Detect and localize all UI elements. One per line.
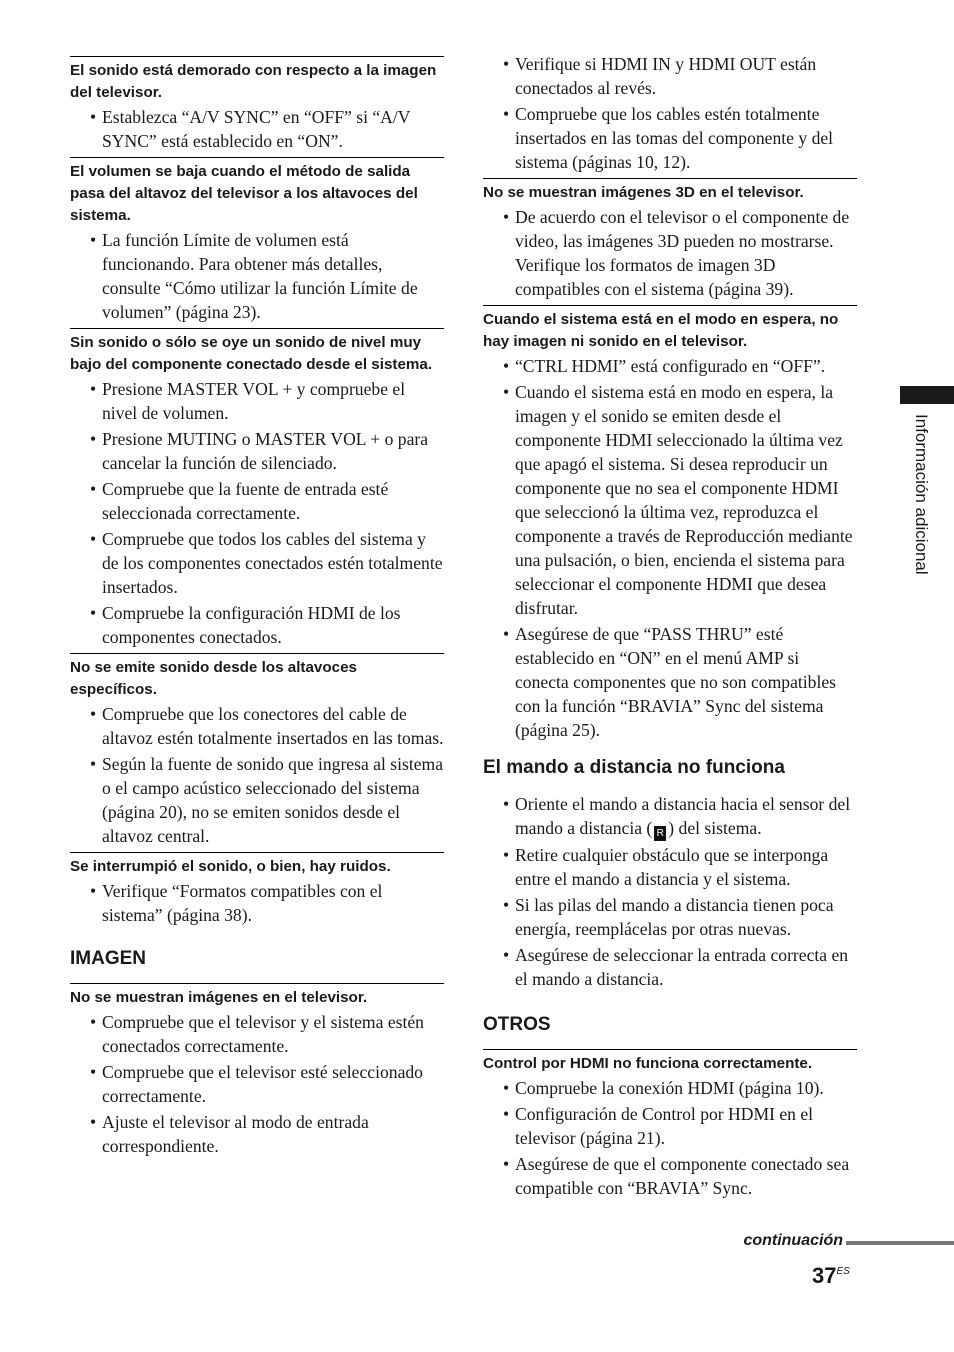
bullet-list <box>483 354 857 742</box>
bullet-list <box>70 377 444 649</box>
list-item: • Retire cualquier obstáculo que se interponga entre el mando a distancia y el sistema. <box>503 845 829 889</box>
page-language-suffix: ES <box>836 1266 850 1277</box>
bullet-list <box>70 228 444 324</box>
list-item: • De acuerdo con el televisor o el componente de video, las imágenes 3D pueden no mostrarse. Verifique los formatos de imagen 3D compatibles con el sistema (página 39). <box>503 207 850 299</box>
continuation-label: continuación <box>743 1232 843 1249</box>
list-item: • Asegúrese de que el componente conectado sea compatible con “BRAVIA” Sync. <box>503 1154 850 1198</box>
bullet-list <box>483 205 857 301</box>
list-item: • Configuración de Control por HDMI en el televisor (página 21). <box>503 1104 814 1148</box>
left-column <box>70 56 444 1162</box>
right-column <box>483 52 857 1204</box>
list-item: • Presione MUTING o MASTER VOL + o para cancelar la función de silenciado. <box>90 429 429 473</box>
list-item: • Compruebe que los cables estén totalmente insertados en las tomas del componente y del sistema (páginas 10, 12). <box>503 104 834 172</box>
bullet-list <box>70 879 444 927</box>
bullet-list <box>483 1076 857 1200</box>
list-item: • Asegúrese de seleccionar la entrada correcta en el mando a distancia. <box>503 945 849 989</box>
troubleshoot-entry <box>70 653 444 848</box>
troubleshoot-entry <box>70 328 444 649</box>
troubleshoot-entry <box>483 305 857 742</box>
section-title-imagen: IMAGEN <box>70 948 146 969</box>
bullet-list <box>70 702 444 848</box>
bullet-list <box>70 105 444 153</box>
list-item: • Verifique si HDMI IN y HDMI OUT están conectados al revés. <box>503 54 817 98</box>
list-item: • Presione MASTER VOL + y compruebe el nivel de volumen. <box>90 379 406 423</box>
entry-heading: Cuando el sistema está en el modo en espera, no hay imagen ni sonido en el televisor. <box>483 305 857 353</box>
entry-heading: El sonido está demorado con respecto a la imagen del televisor. <box>70 56 444 104</box>
entry-heading: No se muestran imágenes 3D en el televisor. <box>483 178 857 204</box>
list-item: • Compruebe la configuración HDMI de los componentes conectados. <box>90 603 401 647</box>
entry-heading: El volumen se baja cuando el método de salida pasa del altavoz del televisor a los altavoces del sistema. <box>70 157 444 227</box>
list-item: • Si las pilas del mando a distancia tienen poca energía, reemplácelas por otras nuevas. <box>503 895 834 939</box>
bullet-list <box>483 52 857 174</box>
list-item: • Compruebe que el televisor y el sistema estén conectados correctamente. <box>90 1012 424 1056</box>
side-tab-marker <box>900 386 954 404</box>
list-item: • Cuando el sistema está en modo en espera, la imagen y el sonido se emiten desde el componente HDMI seleccionado la última vez que apagó el sistema. Si desea reproducir un componente que no sea el componente HDMI que seleccionó la última vez, reproduzca el componente a través de Reproducción mediante una pulsación, o bien, encienda el sistema para seleccionar el componente HDMI que desea disfrutar. <box>503 382 853 618</box>
continuation-bar <box>846 1241 954 1245</box>
section-title-mando: El mando a distancia no funciona <box>483 757 785 778</box>
list-item: • Oriente el mando a distancia hacia el sensor del mando a distancia ( R ) del sistema. <box>503 794 851 839</box>
list-item: • Compruebe la conexión HDMI (página 10). <box>503 1078 824 1098</box>
list-item: • Asegúrese de que “PASS THRU” esté establecido en “ON” en el menú AMP si conecta componentes que no son compatibles con la función “BRAVIA” Sync del sistema (página 25). <box>503 624 836 740</box>
side-tab-label: Información adicional <box>912 414 931 575</box>
list-item: • Compruebe que los conectores del cable de altavoz estén totalmente insertados en las tomas. <box>90 704 444 748</box>
troubleshoot-entry <box>70 56 444 153</box>
remote-sensor-icon: R <box>654 826 666 841</box>
troubleshoot-entry <box>70 983 444 1158</box>
list-item: • Compruebe que la fuente de entrada esté seleccionada correctamente. <box>90 479 389 523</box>
list-item: • “CTRL HDMI” está configurado en “OFF”. <box>503 356 826 376</box>
list-item: • Compruebe que el televisor esté seleccionado correctamente. <box>90 1062 423 1106</box>
page-number: $37^{ES}$ <box>812 1263 850 1288</box>
section-title-otros: OTROS <box>483 1014 551 1035</box>
bullet-list <box>483 792 857 991</box>
list-item: • Establezca “A/V SYNC” en “OFF” si “A/V SYNC” está establecido en “ON”. <box>90 107 411 151</box>
entry-heading: No se emite sonido desde los altavoces específicos. <box>70 653 444 701</box>
list-item: • Según la fuente de sonido que ingresa al sistema o el campo acústico seleccionado del sistema (página 20), no se emiten sonidos desde el altavoz central. <box>90 754 444 846</box>
list-item: • Verifique “Formatos compatibles con el sistema” (página 38). <box>90 881 383 925</box>
bullet-list <box>70 1010 444 1158</box>
list-item: • Ajuste el televisor al modo de entrada correspondiente. <box>90 1112 369 1156</box>
entry-heading: Se interrumpió el sonido, o bien, hay ruidos. <box>70 852 444 878</box>
entry-heading: No se muestran imágenes en el televisor. <box>70 983 444 1009</box>
troubleshoot-entry <box>483 178 857 301</box>
list-item: • Compruebe que todos los cables del sistema y de los componentes conectados estén totalmente insertados. <box>90 529 443 597</box>
list-item: • La función Límite de volumen está funcionando. Para obtener más detalles, consulte “Cómo utilizar la función Límite de volumen” (página 23). <box>90 230 418 322</box>
troubleshoot-entry <box>483 1049 857 1200</box>
troubleshoot-entry <box>70 157 444 324</box>
entry-heading: Control por HDMI no funciona correctamente. <box>483 1049 857 1075</box>
troubleshoot-entry <box>70 852 444 927</box>
entry-heading: Sin sonido o sólo se oye un sonido de nivel muy bajo del componente conectado desde el sistema. <box>70 328 444 376</box>
